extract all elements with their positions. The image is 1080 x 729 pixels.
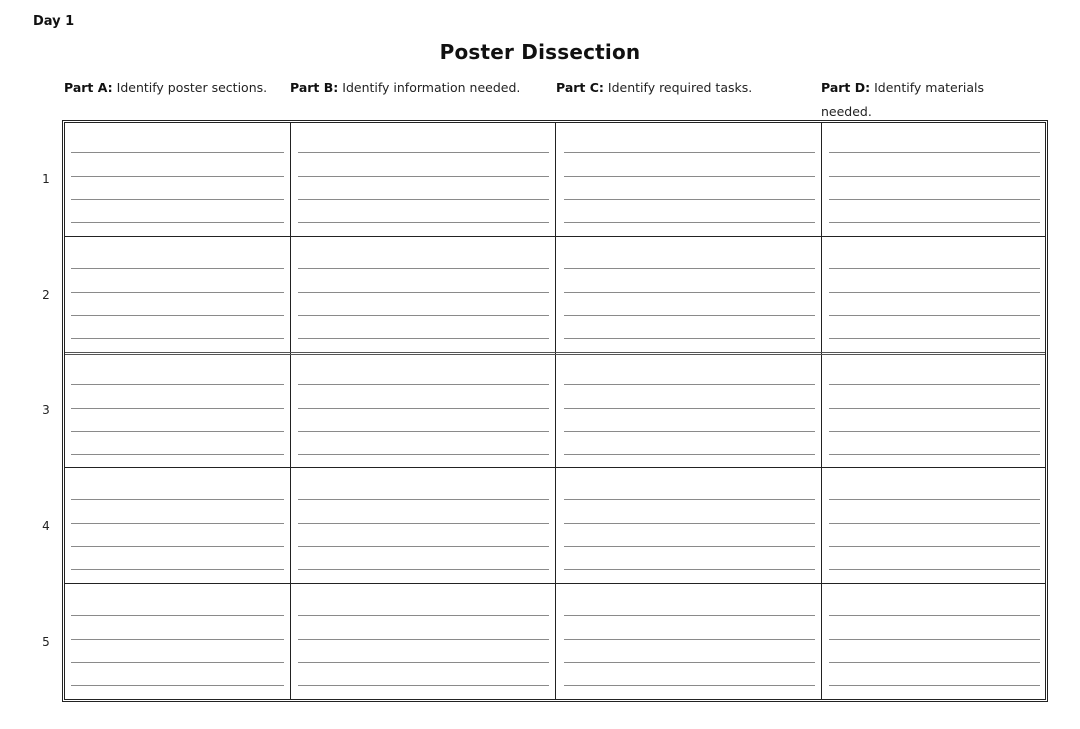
writing-line [71,685,284,686]
writing-line [71,152,284,153]
column-divider [821,123,822,699]
writing-line [564,408,815,409]
writing-line [71,268,284,269]
writing-line [564,662,815,663]
writing-line [298,315,549,316]
writing-line [564,199,815,200]
writing-line [829,662,1040,663]
writing-line [71,454,284,455]
writing-line [564,569,815,570]
writing-line [564,454,815,455]
writing-line [564,315,815,316]
writing-line [564,499,815,500]
writing-line [298,523,549,524]
writing-line [829,199,1040,200]
writing-line [71,176,284,177]
writing-line [829,408,1040,409]
writing-line [298,685,549,686]
writing-line [564,176,815,177]
writing-line [564,222,815,223]
row-number-1: 1 [42,172,50,186]
part-instruction: Identify materials needed. [821,80,984,119]
row-number-4: 4 [42,519,50,533]
row-divider [65,352,1045,355]
dissection-table [62,120,1048,702]
writing-line [71,384,284,385]
writing-line [298,292,549,293]
writing-line [71,662,284,663]
row-number-2: 2 [42,288,50,302]
writing-line [829,268,1040,269]
writing-line [829,384,1040,385]
part-label: Part D: [821,80,871,95]
part-label: Part A: [64,80,113,95]
writing-line [829,431,1040,432]
writing-line [298,431,549,432]
writing-line [71,199,284,200]
writing-line [298,268,549,269]
part-label: Part C: [556,80,604,95]
writing-line [71,338,284,339]
writing-line [71,523,284,524]
writing-line [298,384,549,385]
writing-line [564,431,815,432]
writing-line [564,384,815,385]
row-number-3: 3 [42,403,50,417]
writing-line [829,338,1040,339]
writing-line [71,292,284,293]
writing-line [829,546,1040,547]
writing-line [298,176,549,177]
writing-line [71,546,284,547]
writing-line [298,615,549,616]
writing-line [298,338,549,339]
part-instruction: Identify poster sections. [112,80,268,95]
column-header-part-b [290,76,552,100]
writing-line [71,431,284,432]
writing-line [71,569,284,570]
row-divider [65,583,1045,584]
column-header-part-d [821,76,1011,124]
row-divider [65,236,1045,237]
writing-line [298,569,549,570]
writing-line [829,222,1040,223]
writing-line [298,662,549,663]
part-instruction: Identify required tasks. [603,80,753,95]
writing-line [829,176,1040,177]
part-label: Part B: [290,80,339,95]
writing-line [298,199,549,200]
writing-line [829,454,1040,455]
day-label: Day 1 [33,14,75,29]
column-header-part-c [556,76,818,100]
column-divider [290,123,291,699]
writing-line [564,685,815,686]
writing-line [71,615,284,616]
row-number-5: 5 [42,635,50,649]
part-instruction: Identify information needed. [338,80,521,95]
writing-line [71,222,284,223]
writing-line [829,615,1040,616]
writing-line [298,454,549,455]
writing-line [71,315,284,316]
writing-line [298,408,549,409]
writing-line [298,546,549,547]
writing-line [298,499,549,500]
page-title: Poster Dissection [439,40,641,64]
writing-line [564,639,815,640]
writing-line [564,615,815,616]
writing-line [298,639,549,640]
column-divider [555,123,556,699]
writing-line [564,546,815,547]
writing-line [298,222,549,223]
column-header-part-a [64,76,286,100]
writing-line [829,315,1040,316]
writing-line [298,152,549,153]
writing-line [564,338,815,339]
writing-line [71,499,284,500]
writing-line [829,499,1040,500]
writing-line [829,569,1040,570]
writing-line [829,152,1040,153]
writing-line [829,639,1040,640]
writing-line [564,292,815,293]
writing-line [829,523,1040,524]
writing-line [829,292,1040,293]
writing-line [564,523,815,524]
writing-line [829,685,1040,686]
writing-line [564,152,815,153]
row-divider [65,467,1045,468]
writing-line [71,639,284,640]
writing-line [564,268,815,269]
writing-line [71,408,284,409]
